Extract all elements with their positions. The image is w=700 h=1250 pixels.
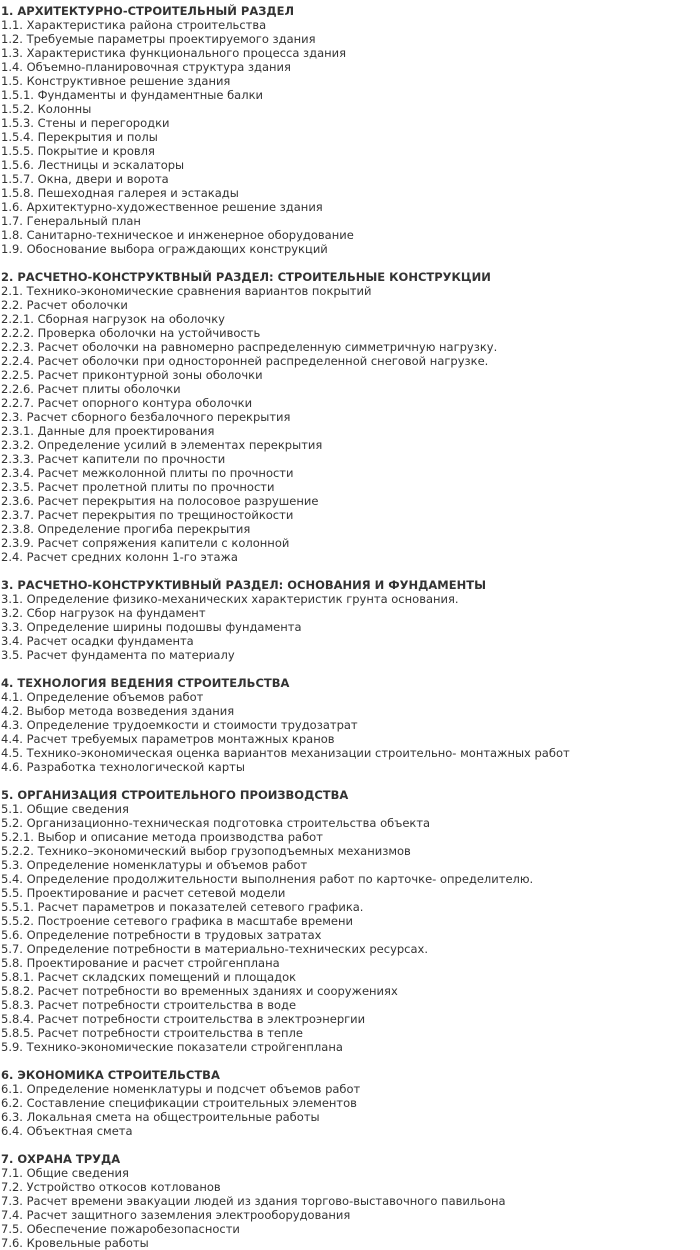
toc-section bbox=[1, 4, 700, 256]
toc-item: 5.9. Технико-экономические показатели стройгенплана bbox=[1, 1040, 343, 1054]
toc-section bbox=[1, 270, 700, 564]
toc-item: 2.2.2. Проверка оболочки на устойчивость bbox=[1, 326, 261, 340]
toc-item: 6.4. Объектная смета bbox=[1, 1124, 133, 1138]
toc-item: 1.5.2. Колонны bbox=[1, 102, 92, 116]
toc-item: 4.4. Расчет требуемых параметров монтажных кранов bbox=[1, 732, 335, 746]
toc-item: 7.2. Устройство откосов котлованов bbox=[1, 1180, 221, 1194]
toc-item: 6.1. Определение номенклатуры и подсчет объемов работ bbox=[1, 1082, 361, 1096]
toc-item: 1.5.3. Стены и перегородки bbox=[1, 116, 170, 130]
toc-item: 1.5.7. Окна, двери и ворота bbox=[1, 172, 169, 186]
toc-item: 2.2.6. Расчет плиты оболочки bbox=[1, 382, 181, 396]
toc-item: 7.5. Обеспечение пожаробезопасности bbox=[1, 1222, 240, 1236]
toc-item: 3.1. Определение физико-механических характеристик грунта основания. bbox=[1, 592, 459, 606]
toc-item: 1.5.1. Фундаменты и фундаментные балки bbox=[1, 88, 263, 102]
toc-item: 2.1. Технико-экономические сравнения вариантов покрытий bbox=[1, 284, 372, 298]
toc-item: 5.4. Определение продолжительности выполнения работ по карточке- определителю. bbox=[1, 872, 534, 886]
toc-item: 1.4. Объемно-планировочная структура здания bbox=[1, 60, 291, 74]
toc-item: 2.3.1. Данные для проектирования bbox=[1, 424, 215, 438]
toc-item: 5.2.2. Технико–экономический выбор грузоподъемных механизмов bbox=[1, 844, 411, 858]
section-heading: 1. АРХИТЕКТУРНО-СТРОИТЕЛЬНЫЙ РАЗДЕЛ bbox=[1, 4, 295, 18]
toc-item: 2.3.3. Расчет капители по прочности bbox=[1, 452, 226, 466]
toc-item: 5.6. Определение потребности в трудовых затратах bbox=[1, 928, 322, 942]
toc-item: 1.9. Обоснование выбора ограждающих конструкций bbox=[1, 242, 328, 256]
toc-item: 5.2. Организационно-техническая подготовка строительства объекта bbox=[1, 816, 431, 830]
toc-item: 4.1. Определение объемов работ bbox=[1, 690, 204, 704]
toc-item: 1.5.4. Перекрытия и полы bbox=[1, 130, 158, 144]
toc-item: 2.2.1. Сборная нагрузок на оболочку bbox=[1, 312, 225, 326]
toc-item: 2.4. Расчет средних колонн 1-го этажа bbox=[1, 550, 238, 564]
toc-item: 2.3.4. Расчет межколонной плиты по прочности bbox=[1, 466, 294, 480]
toc-item: 1.1. Характеристика района строительства bbox=[1, 18, 267, 32]
toc-item: 2.3.9. Расчет сопряжения капители с колонной bbox=[1, 536, 290, 550]
toc-item: 5.8. Проектирование и расчет стройгенплана bbox=[1, 956, 280, 970]
toc-item: 2.3.7. Расчет перекрытия по трещиностойкости bbox=[1, 508, 294, 522]
toc-item: 6.3. Локальная смета на общестроительные работы bbox=[1, 1110, 320, 1124]
toc-item: 4.2. Выбор метода возведения здания bbox=[1, 704, 235, 718]
toc-item: 2.3.6. Расчет перекрытия на полосовое разрушение bbox=[1, 494, 319, 508]
toc-item: 1.6. Архитектурно-художественное решение здания bbox=[1, 200, 323, 214]
section-heading: 3. РАСЧЕТНО-КОНСТРУКТИВНЫЙ РАЗДЕЛ: ОСНОВАНИЯ И ФУНДАМЕНТЫ bbox=[1, 578, 486, 592]
toc-item: 1.5.5. Покрытие и кровля bbox=[1, 144, 155, 158]
toc-item: 2.3.2. Определение усилий в элементах перекрытия bbox=[1, 438, 323, 452]
toc-item: 7.3. Расчет времени эвакуации людей из здания торгово-выставочного павильона bbox=[1, 1194, 506, 1208]
section-heading: 5. ОРГАНИЗАЦИЯ СТРОИТЕЛЬНОГО ПРОИЗВОДСТВА bbox=[1, 788, 349, 802]
toc-item: 1.3. Характеристика функционального процесса здания bbox=[1, 46, 347, 60]
toc-item: 5.3. Определение номенклатуры и объемов работ bbox=[1, 858, 308, 872]
toc-item: 3.5. Расчет фундамента по материалу bbox=[1, 648, 235, 662]
toc-section bbox=[1, 1152, 700, 1250]
toc-section bbox=[1, 578, 700, 662]
toc-item: 5.8.2. Расчет потребности во временных зданиях и сооружениях bbox=[1, 984, 398, 998]
toc-item: 5.1. Общие сведения bbox=[1, 802, 129, 816]
section-heading: 7. ОХРАНА ТРУДА bbox=[1, 1152, 121, 1166]
section-heading: 6. ЭКОНОМИКА СТРОИТЕЛЬСТВА bbox=[1, 1068, 220, 1082]
toc-item: 2.3.8. Определение прогиба перекрытия bbox=[1, 522, 251, 536]
toc-item: 2.2. Расчет оболочки bbox=[1, 298, 128, 312]
toc-item: 1.8. Санитарно-техническое и инженерное оборудование bbox=[1, 228, 354, 242]
toc-item: 5.5.1. Расчет параметров и показателей сетевого графика. bbox=[1, 900, 364, 914]
toc-item: 2.2.5. Расчет приконтурной зоны оболочки bbox=[1, 368, 263, 382]
toc-item: 5.2.1. Выбор и описание метода производства работ bbox=[1, 830, 323, 844]
toc-item: 1.2. Требуемые параметры проектируемого здания bbox=[1, 32, 316, 46]
toc-item: 4.3. Определение трудоемкости и стоимости трудозатрат bbox=[1, 718, 358, 732]
section-heading: 2. РАСЧЕТНО-КОНСТРУКТВНЫЙ РАЗДЕЛ: СТРОИТЕЛЬНЫЕ КОНСТРУКЦИИ bbox=[1, 270, 491, 284]
toc-item: 2.2.7. Расчет опорного контура оболочки bbox=[1, 396, 253, 410]
toc-item: 5.7. Определение потребности в материально-технических ресурсах. bbox=[1, 942, 429, 956]
toc-item: 2.2.4. Расчет оболочки при односторонней распределенной снеговой нагрузке. bbox=[1, 354, 489, 368]
toc-item: 2.3. Расчет сборного безбалочного перекрытия bbox=[1, 410, 291, 424]
toc-item: 3.2. Сбор нагрузок на фундамент bbox=[1, 606, 206, 620]
toc-item: 2.3.5. Расчет пролетной плиты по прочности bbox=[1, 480, 275, 494]
toc-item: 5.8.3. Расчет потребности строительства в воде bbox=[1, 998, 297, 1012]
toc-item: 4.6. Разработка технологической карты bbox=[1, 760, 245, 774]
toc-section bbox=[1, 1068, 700, 1138]
toc-item: 7.4. Расчет защитного заземления электрооборудования bbox=[1, 1208, 351, 1222]
toc-item: 5.8.1. Расчет складских помещений и площадок bbox=[1, 970, 297, 984]
toc-item: 2.2.3. Расчет оболочки на равномерно распределенную симметричную нагрузку. bbox=[1, 340, 498, 354]
section-heading: 4. ТЕХНОЛОГИЯ ВЕДЕНИЯ СТРОИТЕЛЬСТВА bbox=[1, 676, 290, 690]
toc-item: 1.7. Генеральный план bbox=[1, 214, 141, 228]
toc-item: 4.5. Технико-экономическая оценка вариантов механизации строительно- монтажных работ bbox=[1, 746, 570, 760]
toc-item: 5.8.5. Расчет потребности строительства в тепле bbox=[1, 1026, 303, 1040]
toc-section bbox=[1, 676, 700, 774]
toc-section bbox=[1, 788, 700, 1054]
toc-item: 5.8.4. Расчет потребности строительства в электроэнергии bbox=[1, 1012, 366, 1026]
toc-item: 5.5. Проектирование и расчет сетевой модели bbox=[1, 886, 286, 900]
toc-item: 1.5. Конструктивное решение здания bbox=[1, 74, 231, 88]
toc-item: 7.1. Общие сведения bbox=[1, 1166, 129, 1180]
toc-item: 3.4. Расчет осадки фундамента bbox=[1, 634, 194, 648]
toc-item: 5.5.2. Построение сетевого графика в масштабе времени bbox=[1, 914, 353, 928]
toc-item: 7.6. Кровельные работы bbox=[1, 1236, 149, 1250]
toc-item: 1.5.6. Лестницы и эскалаторы bbox=[1, 158, 185, 172]
toc-item: 6.2. Составление спецификации строительных элементов bbox=[1, 1096, 357, 1110]
toc-item: 1.5.8. Пешеходная галерея и эстакады bbox=[1, 186, 239, 200]
toc-item: 3.3. Определение ширины подошвы фундамента bbox=[1, 620, 302, 634]
